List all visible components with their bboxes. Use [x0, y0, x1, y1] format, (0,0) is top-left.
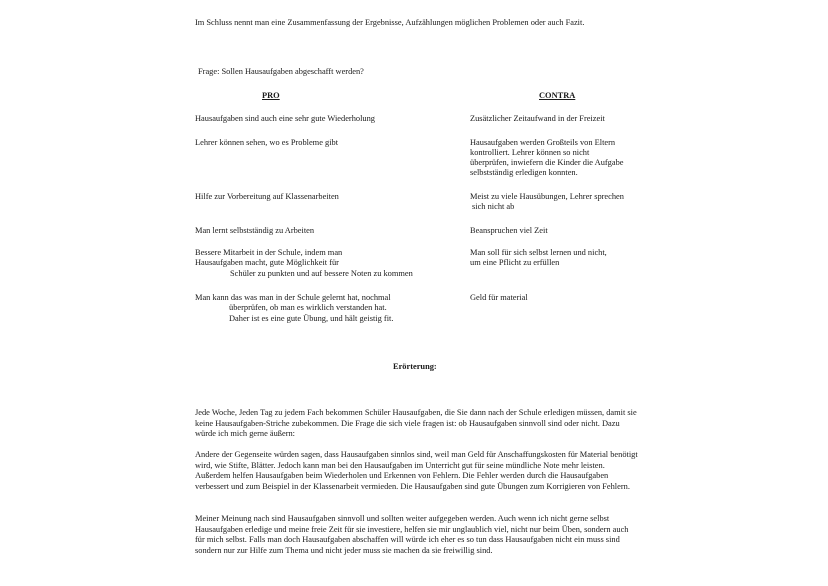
pro-item: Hilfe zur Vorbereitung auf Klassenarbeiten	[195, 192, 339, 201]
pro-item-line: überprüfen, ob man es wirklich verstanden hat.	[229, 303, 387, 312]
contra-item: Geld für material	[470, 293, 528, 302]
essay-paragraph-conclusion: Meiner Meinung nach sind Hausaufgaben sinnvoll und sollten weiter aufgegeben werden. Auch wenn ich nicht gerne selbst Hausaufgaben erledige und meine freie Zeit für sie investiere, helfen sie mir unglaublich viel, nicht nur beim Üben, sondern auch für mich selbst. Falls man doch Hausaufgaben abschaffen will würde ich eher es so tun dass Hausaufgaben nicht ein muss sind sondern nur zur Hilfe zum Thema und nicht jeder muss sie machen da sie freiwillig sind.	[195, 514, 629, 555]
contra-item-line: Meist zu viele Hausübungen, Lehrer sprechen	[470, 192, 624, 201]
intro-text: Im Schluss nennt man eine Zusammenfassung der Ergebnisse, Aufzählungen möglichen Problemen oder auch Fazit.	[195, 18, 585, 27]
contra-item-line: überprüfen, inwiefern die Kinder die Aufgabe	[470, 158, 624, 167]
contra-item-line: selbstständig erledigen konnten.	[470, 168, 578, 177]
pro-header: PRO	[262, 91, 280, 100]
contra-item-line: Hausaufgaben werden Großteils von Eltern	[470, 138, 616, 147]
contra-item-line: sich nicht ab	[472, 202, 515, 211]
essay-paragraph-intro: Jede Woche, Jeden Tag zu jedem Fach bekommen Schüler Hausaufgaben, die Sie dann nach der Schule erledigen müssen, damit sie keine Hausaufgaben-Striche zubekommen. Die Frage die sich viele fragen ist: ob Hausaufgaben sinnvoll sind oder nicht. Dazu würde ich mich gerne äußern:	[195, 408, 637, 439]
erorterung-heading: Erörterung:	[393, 362, 437, 371]
essay-paragraph-counter: Andere der Gegenseite würden sagen, dass Hausaufgaben sinnlos sind, weil man Geld für Anschaffungskosten für Material benötigt wird, wie Stifte, Blätter. Jedoch kann man bei den Hausaufgaben im Unterricht gut für seine mündliche Note mehr leisten. Außerdem helfen Hausaufgaben beim Wiederholen und Erkennen von Fehlern. Die Fehler werden durch die Hausaufgaben verbessert und zum Beispiel in der Klassenarbeit vermieden. Die Hausaufgaben sind gute Übungen zum Korrigieren von Fehlern.	[195, 450, 638, 491]
pro-item: Man lernt selbstständig zu Arbeiten	[195, 226, 315, 235]
contra-item: Beanspruchen viel Zeit	[470, 226, 548, 235]
contra-header: CONTRA	[539, 91, 576, 100]
contra-item-line: um eine Pflicht zu erfüllen	[470, 258, 560, 267]
pro-item-line: Hausaufgaben macht, gute Möglichkeit für	[195, 258, 339, 267]
pro-item-line: Daher ist es eine gute Übung, und hält geistig fit.	[229, 314, 394, 323]
contra-item-line: kontrolliert. Lehrer können so nicht	[470, 148, 590, 157]
pro-item-line: Bessere Mitarbeit in der Schule, indem man	[195, 248, 343, 257]
pro-item-line: Schüler zu punkten und auf bessere Noten zu kommen	[230, 269, 413, 278]
pro-item-line: Man kann das was man in der Schule gelernt hat, nochmal	[195, 293, 391, 302]
contra-item-line: Man soll für sich selbst lernen und nicht,	[470, 248, 607, 257]
pro-item: Lehrer können sehen, wo es Probleme gibt	[195, 138, 339, 147]
pro-item: Hausaufgaben sind auch eine sehr gute Wiederholung	[195, 114, 375, 123]
contra-item: Zusätzlicher Zeitaufwand in der Freizeit	[470, 114, 605, 123]
question-text: Frage: Sollen Hausaufgaben abgeschafft werden?	[198, 67, 364, 76]
